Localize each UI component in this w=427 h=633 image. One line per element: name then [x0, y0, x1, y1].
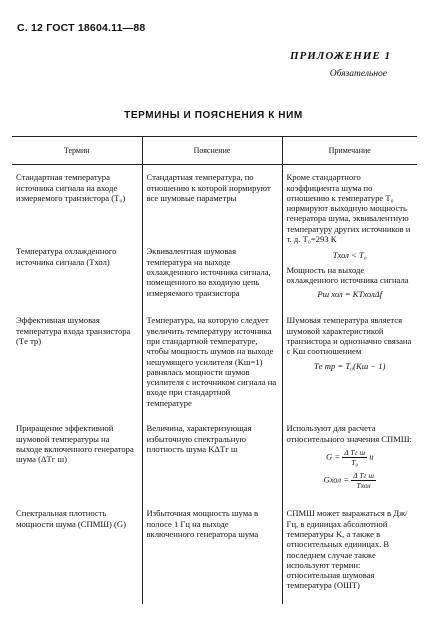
- explanation-cell: Величина, характеризующая избыточную спектральную плотность шума KΔTг ш: [142, 421, 282, 506]
- fraction-denominator: Tхол: [356, 480, 371, 490]
- note-formula: Tе тр = T₀(Kш − 1): [314, 360, 386, 371]
- fraction-numerator: Δ Tг ш: [344, 447, 366, 457]
- note-cell: [282, 421, 417, 506]
- formula-lhs: G =: [325, 451, 341, 462]
- fraction: [342, 448, 367, 467]
- table-row: [12, 165, 417, 245]
- fraction-numerator: Δ Tг ш: [353, 470, 375, 480]
- explanation-cell: Избыточная мощность шума в полосе 1 Гц на выходе включенного генератора шума: [142, 506, 282, 604]
- terms-table: [12, 136, 417, 604]
- column-header-term: Термин: [12, 137, 142, 165]
- term-cell: Стандартная температура источника сигнала на входе измеряемого транзистора (T₀): [16, 172, 126, 203]
- term-cell: Спектральная плотность мощности шума (СПМШ) (G): [16, 508, 126, 529]
- note-formula: Pш хол = KTхолΔf: [317, 289, 383, 300]
- note-formula: Tхол < T₀: [332, 250, 367, 261]
- formula-lhs: Gхол =: [323, 474, 350, 485]
- mandatory-label: Обязательное: [329, 69, 387, 79]
- appendix-label: ПРИЛОЖЕНИЕ 1: [289, 50, 391, 62]
- column-header-note: Примечание: [282, 137, 417, 165]
- term-cell: Приращение эффективной шумовой температуры на выходе включенного генератора шума (ΔTг ш): [16, 423, 134, 465]
- note-text: Шумовая температура является шумовой характеристикой транзистора и однозначно связана с Kш соотношением: [286, 315, 412, 357]
- fraction-denominator: T₀: [351, 457, 359, 467]
- formula-tail: и: [369, 451, 374, 462]
- page-header: С. 12 ГОСТ 18604.11—88: [17, 22, 146, 34]
- explanation-cell: Эквивалентная шумовая температура на выходе охлажденного источника сигнала, помещенного во входную цепь измеряемого транзистора: [142, 244, 282, 313]
- term-cell: Температура охлажденного источника сигнала (Tхол): [16, 246, 117, 267]
- table-header-row: [12, 137, 417, 165]
- explanation-cell: Температура, на которую следует увеличить температуру источника при стандартной температуре, чтобы мощность шумов на выходе нешумящего усилителя (Kш=1) равнялась мощности шумов усилителя с источником сигнала на входе при стандартной температуре: [142, 313, 282, 421]
- note-cell: [282, 244, 417, 313]
- note-text: Мощность на выходе охлажденного источника сигнала: [286, 264, 409, 285]
- formula-g: [287, 448, 414, 467]
- table-row: [12, 506, 417, 604]
- fraction: [351, 471, 376, 490]
- note-cell: Кроме стандартного коэффициента шума по отношению к температуре T₀ нормируют выходную мощность генератора шума, эквивалентную температуру других источников и т. д. T₀=293 К: [282, 165, 417, 245]
- note-text: Используют для расчета относительного значения СПМШ:: [286, 423, 412, 444]
- explanation-cell: Стандартная температура, по отношению к которой нормируют все шумовые параметры: [142, 165, 282, 245]
- table-row: [12, 313, 417, 421]
- table-row: [12, 421, 417, 506]
- column-header-explanation: Пояснение: [142, 137, 282, 165]
- section-title: ТЕРМИНЫ И ПОЯСНЕНИЯ К НИМ: [124, 110, 303, 121]
- formula-g-hol: [287, 471, 414, 490]
- note-cell: СПМШ может выражаться в Дж/Гц, в единицах абсолютной температуры K, а также в относительных единицах. В последнем случае также используют термин: относительная шумовая температура (ОШТ): [282, 506, 417, 604]
- note-cell: [282, 313, 417, 421]
- table-row: [12, 244, 417, 313]
- term-cell: Эффективная шумовая температура входа транзистора (Tе тр): [16, 315, 131, 346]
